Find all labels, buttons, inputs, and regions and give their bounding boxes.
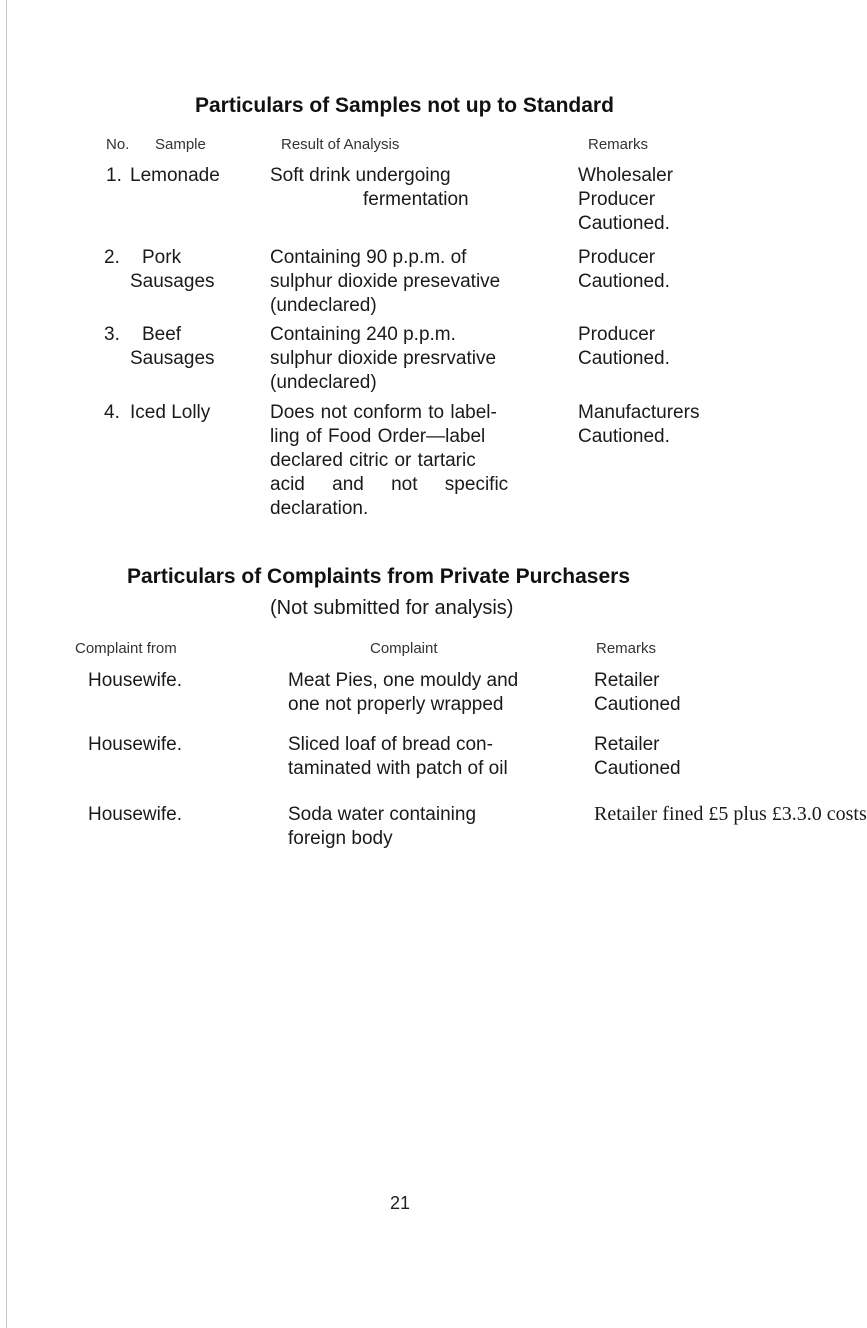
samples-section-title: Particulars of Samples not up to Standard (195, 94, 614, 117)
sample-row-3-no: 3. (104, 324, 120, 345)
complaint-row-3-from: Housewife. (88, 804, 182, 825)
col-header-no: No. (106, 136, 130, 153)
page-number: 21 (390, 1193, 411, 1213)
sample-row-2-sample: Pork Sausages (130, 247, 215, 292)
complaint-row-1-from: Housewife. (88, 670, 182, 691)
col-header-result: Result of Analysis (281, 136, 400, 153)
sample-row-4-no: 4. (104, 402, 120, 423)
sample-row-4-sample: Iced Lolly (130, 402, 211, 423)
col-header-complaint-from: Complaint from (75, 640, 177, 657)
col-header-complaint: Complaint (370, 640, 438, 657)
sample-row-3-remarks: Producer Cautioned. (578, 324, 670, 369)
complaints-section-subtitle: (Not submitted for analysis) (270, 597, 514, 619)
sample-row-4-result: Does not conform to label- ling of Food Order—label declared citric or tartaric acid and not specific declaration. (270, 402, 509, 519)
complaint-row-3-remarks: Retailer fined £5 plus £3.3.0 costs (594, 803, 867, 825)
col-header-remarks: Remarks (588, 136, 649, 153)
sample-row-1-sample: Lemonade (130, 165, 220, 186)
complaint-row-3-complaint: Soda water containing foreign body (288, 804, 477, 849)
sample-row-2-result: Containing 90 p.p.m. of sulphur dioxide presevative (undeclared) (270, 247, 501, 316)
sample-row-1-remarks: Wholesaler Producer Cautioned. (578, 165, 674, 234)
complaint-row-1-complaint: Meat Pies, one mouldy and one not properly wrapped (288, 670, 519, 715)
page-edge-line (6, 0, 7, 1328)
complaint-row-2-complaint: Sliced loaf of bread con- taminated with patch of oil (288, 734, 508, 779)
complaint-row-2-from: Housewife. (88, 734, 182, 755)
complaints-section-title: Particulars of Complaints from Private Purchasers (127, 565, 631, 588)
sample-row-3-result: Containing 240 p.p.m. sulphur dioxide presrvative (undeclared) (270, 324, 497, 393)
sample-row-3-sample: Beef Sausages (130, 324, 215, 369)
sample-row-2-remarks: Producer Cautioned. (578, 247, 670, 292)
sample-row-1-no: 1. (106, 165, 122, 186)
col-header-sample: Sample (155, 136, 206, 153)
complaint-row-2-remarks: Retailer Cautioned (594, 734, 681, 779)
sample-row-2-no: 2. (104, 247, 120, 268)
col-header-complaint-remarks: Remarks (596, 640, 657, 657)
sample-row-1-result: Soft drink undergoing fermentation (270, 165, 469, 210)
complaint-row-1-remarks: Retailer Cautioned (594, 670, 681, 715)
sample-row-4-remarks: Manufacturers Cautioned. (578, 402, 700, 447)
